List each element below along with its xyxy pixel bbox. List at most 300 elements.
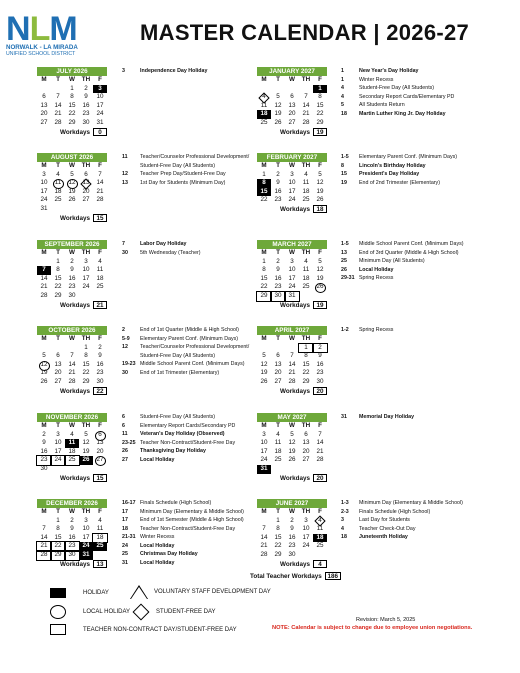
month-grid	[37, 249, 107, 301]
day-cell	[37, 258, 51, 267]
day-cell: 15	[302, 360, 310, 368]
event-text: Elementary Report Cards/Secondary PD	[140, 422, 236, 429]
day-cell: 12	[316, 266, 324, 274]
day-cell: 1	[84, 343, 88, 351]
day-cell: 18	[96, 274, 104, 282]
day-cell: 1	[262, 170, 266, 178]
circle-icon	[50, 605, 66, 619]
day-cell: 2	[276, 170, 280, 178]
day-header: T	[276, 162, 280, 169]
day-header: T	[56, 162, 60, 169]
day-header: F	[318, 335, 322, 342]
day-cell	[37, 517, 51, 526]
day-cell: 15	[54, 533, 62, 541]
event-text: Local Holiday	[359, 266, 394, 273]
day-cell: 14	[40, 533, 48, 541]
day-cell: 21	[37, 542, 51, 551]
day-header: W	[69, 76, 75, 83]
day-cell: 1	[56, 257, 60, 265]
day-cell: 8	[276, 525, 280, 533]
day-cell: 17	[40, 187, 48, 195]
day-cell: 22	[302, 369, 310, 377]
day-cell: 9	[70, 266, 74, 274]
event-text: Winter Recess	[140, 534, 175, 540]
day-cell	[257, 517, 271, 526]
events-apr	[341, 326, 471, 335]
event-text: End of 1st Trimester (Elementary)	[140, 369, 220, 376]
day-cell: 4	[304, 257, 308, 265]
day-cell	[37, 85, 51, 94]
event-row	[341, 170, 471, 179]
workdays-row	[257, 128, 327, 137]
month-sep	[37, 240, 107, 310]
day-cell: 24	[40, 196, 48, 204]
event-row	[341, 240, 471, 249]
day-header: TH	[81, 249, 91, 256]
day-header: T	[56, 422, 60, 429]
day-cell	[65, 465, 79, 474]
legend-local: LOCAL HOLIDAY	[50, 605, 130, 619]
day-cell: 20	[274, 369, 282, 377]
event-text: Teacher Non-Contract/Student-Free Day	[140, 439, 236, 446]
day-cell: 26	[260, 377, 268, 385]
event-date: 11	[122, 154, 128, 160]
event-date: 13	[341, 249, 347, 256]
event-text: 5th Wednesday (Teacher)	[140, 249, 201, 256]
event-text: Martin Luther King Jr. Day Holiday	[359, 110, 446, 117]
event-text: Last Day for Students	[359, 517, 410, 523]
day-cell: 24	[288, 283, 296, 291]
day-cell: 3	[84, 516, 88, 524]
day-cell: 31	[40, 204, 48, 212]
day-cell: 16	[68, 274, 76, 282]
triangle-icon	[130, 585, 148, 599]
day-cell: 3	[42, 170, 46, 178]
day-cell: 29	[302, 377, 310, 385]
event-row	[341, 101, 471, 110]
events-jul	[122, 67, 252, 76]
day-cell: 24	[51, 456, 65, 465]
day-cell: 10	[54, 439, 62, 447]
diamond-icon	[133, 604, 150, 621]
day-cell: 24	[79, 542, 93, 551]
event-date: 16-17	[122, 500, 136, 506]
day-header: TH	[81, 508, 91, 515]
day-cell: 31	[79, 551, 93, 560]
month-may	[257, 413, 327, 483]
day-cell: 16	[316, 360, 324, 368]
event-date: 26	[122, 448, 128, 454]
event-date: 31	[341, 414, 347, 420]
event-date	[122, 352, 140, 361]
event-row	[122, 542, 252, 551]
workdays-count: 19	[313, 301, 327, 309]
day-cell: 21	[260, 542, 268, 550]
day-cell: 10	[288, 266, 296, 274]
event-text: Elementary Parent Conf. (Minimum Days)	[359, 154, 458, 160]
month-header: JUNE 2027	[257, 499, 327, 508]
day-header: F	[98, 76, 102, 83]
day-cell: 20	[54, 369, 62, 377]
event-text: All Students Return	[359, 102, 405, 108]
workdays-row	[257, 560, 327, 569]
event-date: 4	[341, 85, 344, 91]
event-row	[341, 266, 471, 275]
event-row	[122, 335, 252, 344]
events-jan	[341, 67, 471, 118]
event-text: Teacher/Counselor Professional Development/	[140, 344, 250, 350]
event-date: 6	[122, 414, 125, 420]
day-cell: 26	[288, 456, 296, 464]
event-text: Memorial Day Holiday	[359, 414, 415, 420]
day-cell: 17	[82, 274, 90, 282]
day-cell: 16	[82, 101, 90, 109]
revision-date: Revision: March 5, 2025	[356, 617, 416, 623]
day-cell: 29	[257, 292, 271, 301]
month-nov	[37, 413, 107, 483]
day-cell: 12	[316, 179, 324, 187]
day-header: F	[98, 162, 102, 169]
workdays-row	[257, 205, 327, 214]
day-cell: 16	[288, 533, 296, 541]
day-cell: 2	[276, 257, 280, 265]
day-cell: 21	[316, 447, 324, 455]
event-text: Labor Day Holiday	[140, 241, 187, 247]
day-cell: 26	[40, 377, 48, 385]
workdays-row	[257, 387, 327, 396]
workdays-label: Workdays	[280, 205, 310, 213]
day-cell: 22	[260, 283, 268, 291]
day-cell: 10	[288, 179, 296, 187]
day-cell	[299, 465, 313, 474]
logo-mark: NLM	[6, 10, 77, 48]
day-cell: 19	[260, 369, 268, 377]
day-cell: 6	[56, 352, 60, 360]
day-cell: 20	[96, 447, 104, 455]
day-cell	[271, 344, 285, 353]
event-date: 15	[341, 171, 347, 177]
event-row	[122, 550, 252, 559]
event-text: End of 1st Quarter (Middle & High School)	[140, 327, 239, 333]
month-header: OCTOBER 2026	[37, 326, 107, 335]
day-cell: 23	[274, 196, 282, 204]
day-cell: 16	[96, 360, 104, 368]
event-row	[122, 67, 252, 76]
month-jan	[257, 67, 327, 137]
event-date: 1	[341, 68, 344, 74]
workdays-row	[37, 387, 107, 396]
day-cell: 11	[274, 439, 282, 447]
day-cell: 22	[274, 542, 282, 550]
event-row	[341, 533, 471, 542]
workdays-count: 4	[313, 560, 327, 568]
month-jul	[37, 67, 107, 137]
day-cell: 23	[68, 283, 76, 291]
event-text: Local Holiday	[140, 542, 175, 549]
event-text: 1st Day for Students (Minimum Day)	[140, 179, 226, 186]
day-cell: 6	[276, 352, 280, 360]
day-cell: 30	[40, 464, 48, 472]
day-cell: 7	[290, 352, 294, 360]
day-cell	[313, 465, 327, 474]
workdays-row	[37, 301, 107, 310]
workdays-label: Workdays	[60, 214, 90, 222]
event-date: 1	[341, 76, 344, 83]
day-cell: 2	[42, 430, 46, 438]
day-cell: 5	[318, 257, 322, 265]
event-text: Finals Schedule (High School)	[140, 500, 212, 506]
day-cell	[271, 85, 285, 94]
day-header: M	[261, 422, 267, 429]
event-row	[341, 274, 471, 283]
workdays-label: Workdays	[60, 560, 90, 568]
event-text: Local Holiday	[140, 456, 175, 463]
month-header: JANUARY 2027	[257, 67, 327, 76]
event-text: Elementary Parent Conf. (Minimum Days)	[140, 335, 239, 342]
change-note: NOTE: Calendar is subject to change due to employee union negotiations.	[272, 625, 473, 631]
month-grid	[257, 76, 327, 128]
day-cell: 4	[276, 430, 280, 438]
day-cell: 7	[304, 93, 308, 101]
event-row	[122, 326, 252, 335]
event-text: End of 1st Semester (Middle & High School)	[140, 517, 244, 523]
day-cell: 9	[290, 525, 294, 533]
event-text: Middle School Parent Conf. (Minimum Days)	[140, 361, 245, 367]
event-date: 25	[341, 258, 347, 264]
day-cell: 23	[82, 110, 90, 118]
day-cell: 4	[56, 170, 60, 178]
day-header: TH	[81, 76, 91, 83]
day-cell: 9	[276, 266, 280, 274]
day-cell: 9	[42, 439, 46, 447]
day-cell: 11	[302, 266, 310, 274]
event-date: 7	[122, 241, 125, 247]
event-text: New Year's Day Holiday	[359, 68, 419, 74]
day-cell: 23	[316, 369, 324, 377]
event-row	[122, 508, 252, 517]
event-date: 17	[122, 508, 128, 515]
event-text: Student-Free Day (All Students)	[140, 352, 216, 359]
day-cell: 26	[79, 456, 93, 465]
day-cell: 9	[276, 179, 280, 187]
workdays-count: 0	[93, 128, 107, 136]
day-header: TH	[301, 508, 311, 515]
day-header: F	[318, 76, 322, 83]
day-cell: 21	[54, 110, 62, 118]
event-date: 6	[122, 422, 125, 429]
event-row	[341, 413, 471, 422]
workdays-label: Workdays	[280, 301, 310, 309]
event-text: End of 3rd Quarter (Middle & High School)	[359, 249, 459, 256]
day-cell: 15	[54, 274, 62, 282]
month-grid	[37, 508, 107, 560]
day-header: T	[56, 508, 60, 515]
event-text: Thanksgiving Day Holiday	[140, 448, 206, 454]
month-header: NOVEMBER 2026	[37, 413, 107, 422]
day-cell: 17	[288, 187, 296, 195]
event-date: 19-23	[122, 361, 136, 367]
day-cell: 19	[274, 110, 282, 118]
day-cell	[37, 344, 51, 353]
day-header: F	[98, 422, 102, 429]
event-row	[122, 413, 252, 422]
event-date: 30	[122, 369, 128, 376]
day-cell: 18	[302, 187, 310, 195]
event-date: 8	[341, 162, 344, 169]
legend-vsd: VOLUNTARY STAFF DEVELOPMENT DAY	[130, 585, 271, 599]
workdays-count: 18	[313, 205, 327, 213]
month-header: JULY 2026	[37, 67, 107, 76]
event-date: 18	[341, 534, 347, 540]
day-header: T	[276, 249, 280, 256]
workdays-count: 19	[313, 128, 327, 136]
event-date: 23-25	[122, 439, 136, 446]
day-header: W	[69, 162, 75, 169]
day-cell: 27	[274, 377, 282, 385]
day-cell: 8	[56, 266, 60, 274]
day-header: M	[41, 76, 47, 83]
event-row	[341, 153, 471, 162]
day-cell: 28	[37, 551, 51, 560]
month-feb	[257, 153, 327, 214]
workdays-count: 15	[93, 474, 107, 482]
day-cell	[299, 551, 313, 560]
event-row	[341, 326, 471, 335]
event-row	[122, 559, 252, 568]
day-cell: 13	[40, 101, 48, 109]
event-date: 2-3	[341, 508, 349, 515]
event-text: Christmas Day Holiday	[140, 551, 198, 557]
day-cell: 18	[257, 110, 271, 119]
day-cell: 5	[70, 170, 74, 178]
day-cell: 21	[40, 283, 48, 291]
day-cell: 28	[54, 118, 62, 126]
day-header: M	[41, 422, 47, 429]
day-cell: 3	[304, 516, 308, 524]
day-cell: 4	[257, 93, 271, 102]
day-cell	[51, 465, 65, 474]
day-header: W	[69, 508, 75, 515]
day-cell: 7	[318, 430, 322, 438]
day-cell: 19	[82, 447, 90, 455]
event-date: 17	[122, 517, 128, 523]
month-grid	[37, 76, 107, 128]
day-cell: 8	[257, 179, 271, 188]
day-cell: 5	[84, 430, 88, 438]
day-cell: 6	[93, 431, 107, 440]
event-date: 4	[341, 525, 344, 532]
day-header: F	[318, 162, 322, 169]
day-header: W	[69, 249, 75, 256]
event-date: 12	[122, 171, 128, 177]
events-mar	[341, 240, 471, 283]
day-header: TH	[81, 162, 91, 169]
day-cell: 13	[288, 101, 296, 109]
month-header: SEPTEMBER 2026	[37, 240, 107, 249]
day-cell: 5	[276, 93, 280, 101]
day-cell: 22	[54, 283, 62, 291]
day-cell: 6	[84, 170, 88, 178]
day-header: W	[289, 162, 295, 169]
event-date: 18	[341, 110, 347, 117]
day-cell: 3	[93, 85, 107, 94]
workdays-count: 20	[313, 387, 327, 395]
event-row	[122, 447, 252, 456]
day-cell	[51, 85, 65, 94]
day-cell	[79, 465, 93, 474]
day-cell: 25	[302, 283, 310, 291]
event-text: Student-Free Day (All Students)	[140, 414, 216, 420]
day-cell: 17	[302, 533, 310, 541]
day-header: T	[56, 76, 60, 83]
events-jun	[341, 499, 471, 542]
day-cell	[313, 551, 327, 560]
month-grid	[37, 335, 107, 387]
events-nov	[122, 413, 252, 464]
day-cell: 25	[65, 456, 79, 465]
day-cell: 27	[93, 456, 107, 465]
day-cell	[65, 344, 79, 353]
day-cell: 6	[42, 93, 46, 101]
workdays-count: 20	[313, 474, 327, 482]
workdays-label: Workdays	[60, 301, 90, 309]
day-cell: 8	[262, 266, 266, 274]
event-text: Minimum Day (Elementary & Middle School)	[359, 500, 463, 506]
day-cell: 2	[98, 343, 102, 351]
day-cell: 6	[304, 430, 308, 438]
workdays-label: Workdays	[280, 128, 310, 136]
day-header: M	[41, 508, 47, 515]
day-header: M	[41, 162, 47, 169]
day-header: M	[41, 249, 47, 256]
day-cell: 22	[51, 542, 65, 551]
day-cell: 27	[302, 456, 310, 464]
day-cell: 27	[40, 118, 48, 126]
day-cell: 2	[313, 344, 327, 353]
event-date: 30	[122, 249, 128, 256]
day-header: T	[56, 249, 60, 256]
day-cell: 17	[288, 274, 296, 282]
day-cell	[79, 205, 93, 214]
event-row	[341, 249, 471, 258]
day-cell: 4	[98, 257, 102, 265]
events-oct	[122, 326, 252, 377]
day-header: F	[98, 335, 102, 342]
day-cell: 12	[65, 179, 79, 188]
month-grid	[257, 249, 327, 301]
event-date: 2	[122, 327, 125, 333]
day-cell: 4	[304, 170, 308, 178]
event-row	[341, 110, 471, 119]
event-text: Minimum Day (All Students)	[359, 258, 425, 264]
day-cell: 15	[316, 101, 324, 109]
district-logo	[6, 10, 106, 57]
day-cell: 3	[290, 257, 294, 265]
day-cell: 30	[288, 550, 296, 558]
day-cell: 11	[316, 525, 324, 533]
day-cell: 27	[288, 118, 296, 126]
day-cell: 8	[70, 93, 74, 101]
day-cell: 30	[68, 291, 76, 299]
day-cell: 5	[262, 352, 266, 360]
day-cell: 14	[288, 360, 296, 368]
logo-line-2: UNIFIED SCHOOL DISTRICT	[6, 51, 76, 57]
event-date: 5	[341, 102, 344, 108]
day-cell: 4	[98, 516, 102, 524]
day-cell: 4	[313, 517, 327, 526]
day-cell: 3	[84, 257, 88, 265]
event-date: 18	[122, 525, 128, 532]
